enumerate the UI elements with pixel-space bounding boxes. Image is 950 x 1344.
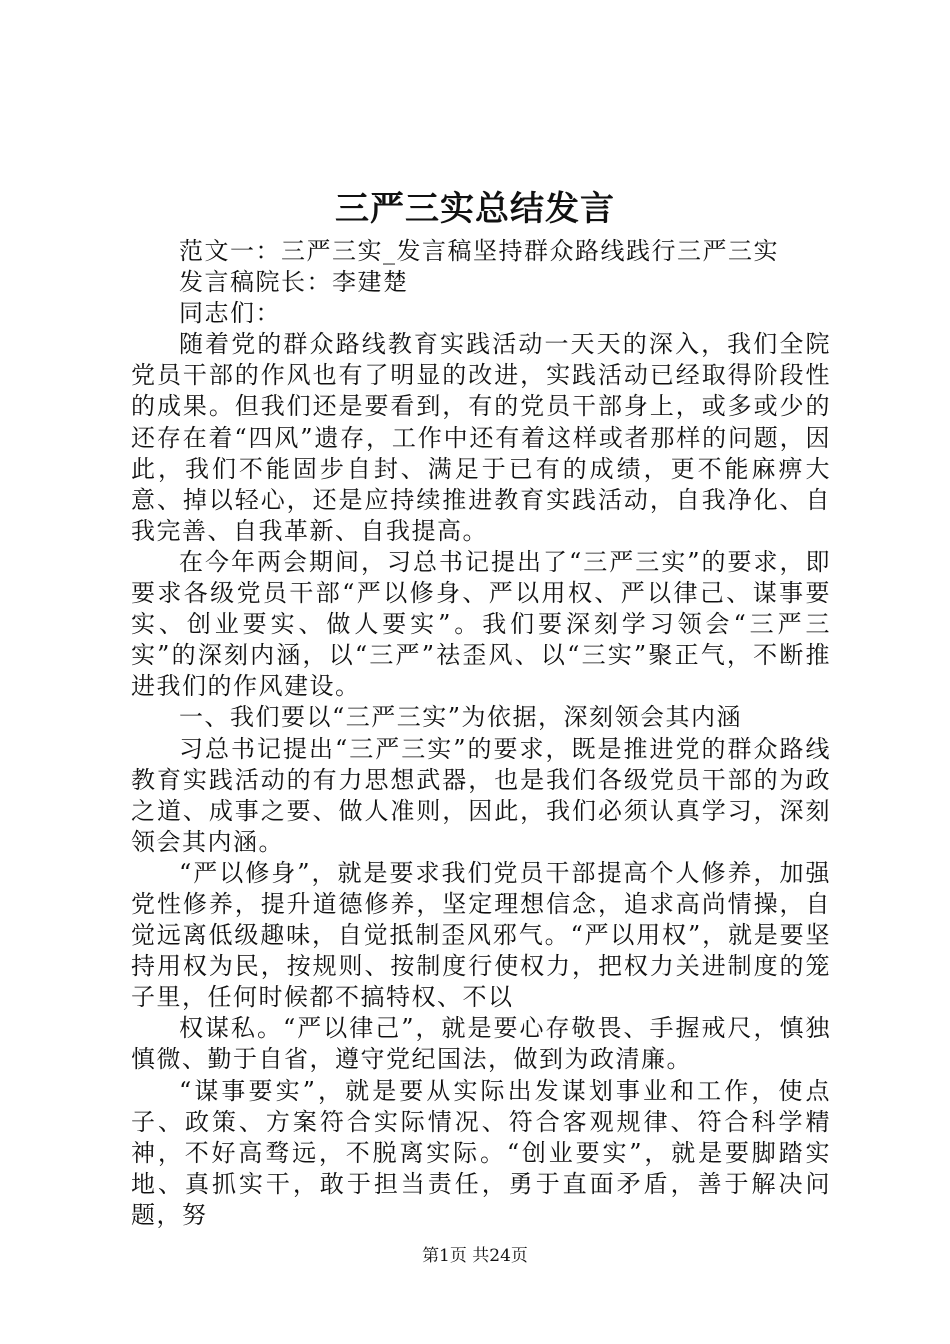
paragraph: 随着党的群众路线教育实践活动一天天的深入，我们全院党员干部的作风也有了明显的改进，实践活动已经取得阶段性的成果。但我们还是要看到，有的党员干部身上，或多或少的还存在着“四风”遗存，工作中还有着这样或者那样的问题，因此，我们不能固步自封、满足于已有的成绩，更不能麻痹大意、掉以轻心，还是应持续推进教育实践活动，自我净化、自我完善、自我革新、自我提高。 xyxy=(131,330,831,545)
document-title: 三严三实总结发言 xyxy=(335,189,615,229)
document-body xyxy=(131,236,831,1231)
paragraph: 习总书记提出“三严三实”的要求，既是推进党的群众路线教育实践活动的有力思想武器，也是我们各级党员干部的为政之道、成事之要、做人准则，因此，我们必须认真学习，深刻领会其内涵。 xyxy=(131,734,831,856)
paragraph: “严以修身”，就是要求我们党员干部提高个人修养，加强党性修养，提升道德修养，坚定理想信念，追求高尚情操，自觉远离低级趣味，自觉抵制歪风邪气。“严以用权”，就是要坚持用权为民，按规则、按制度行使权力，把权力关进制度的笼子里，任何时候都不搞特权、不以 xyxy=(131,858,831,1012)
paragraph: 权谋私。“严以律己”，就是要心存敬畏、手握戒尺，慎独慎微、勤于自省，遵守党纪国法，做到为政清廉。 xyxy=(131,1014,831,1074)
paragraph: 范文一：三严三实_发言稿坚持群众路线践行三严三实 xyxy=(179,237,779,265)
paragraph: 在今年两会期间，习总书记提出了“三严三实”的要求，即要求各级党员干部“严以修身、严以用权、严以律己、谋事要实、创业要实、做人要实”。我们要深刻学习领会“三严三实”的深刻内涵，以“三严”祛歪风、以“三实”聚正气，不断推进我们的作风建设。 xyxy=(131,547,831,701)
page-number-footer: 第1页 共24页 xyxy=(422,1246,528,1266)
paragraph: 发言稿院长：李建楚 xyxy=(179,268,409,297)
paragraph: “谋事要实”，就是要从实际出发谋划事业和工作，使点子、政策、方案符合实际情况、符合客观规律、符合科学精神，不好高骛远，不脱离实际。“创业要实”，就是要脚踏实地、真抓实干，敢于担当责任，勇于直面矛盾，善于解决问题，努 xyxy=(131,1076,831,1229)
paragraph: 同志们： xyxy=(179,299,281,328)
section-heading: 一、我们要以“三严三实”为依据，深刻领会其内涵 xyxy=(179,703,743,732)
